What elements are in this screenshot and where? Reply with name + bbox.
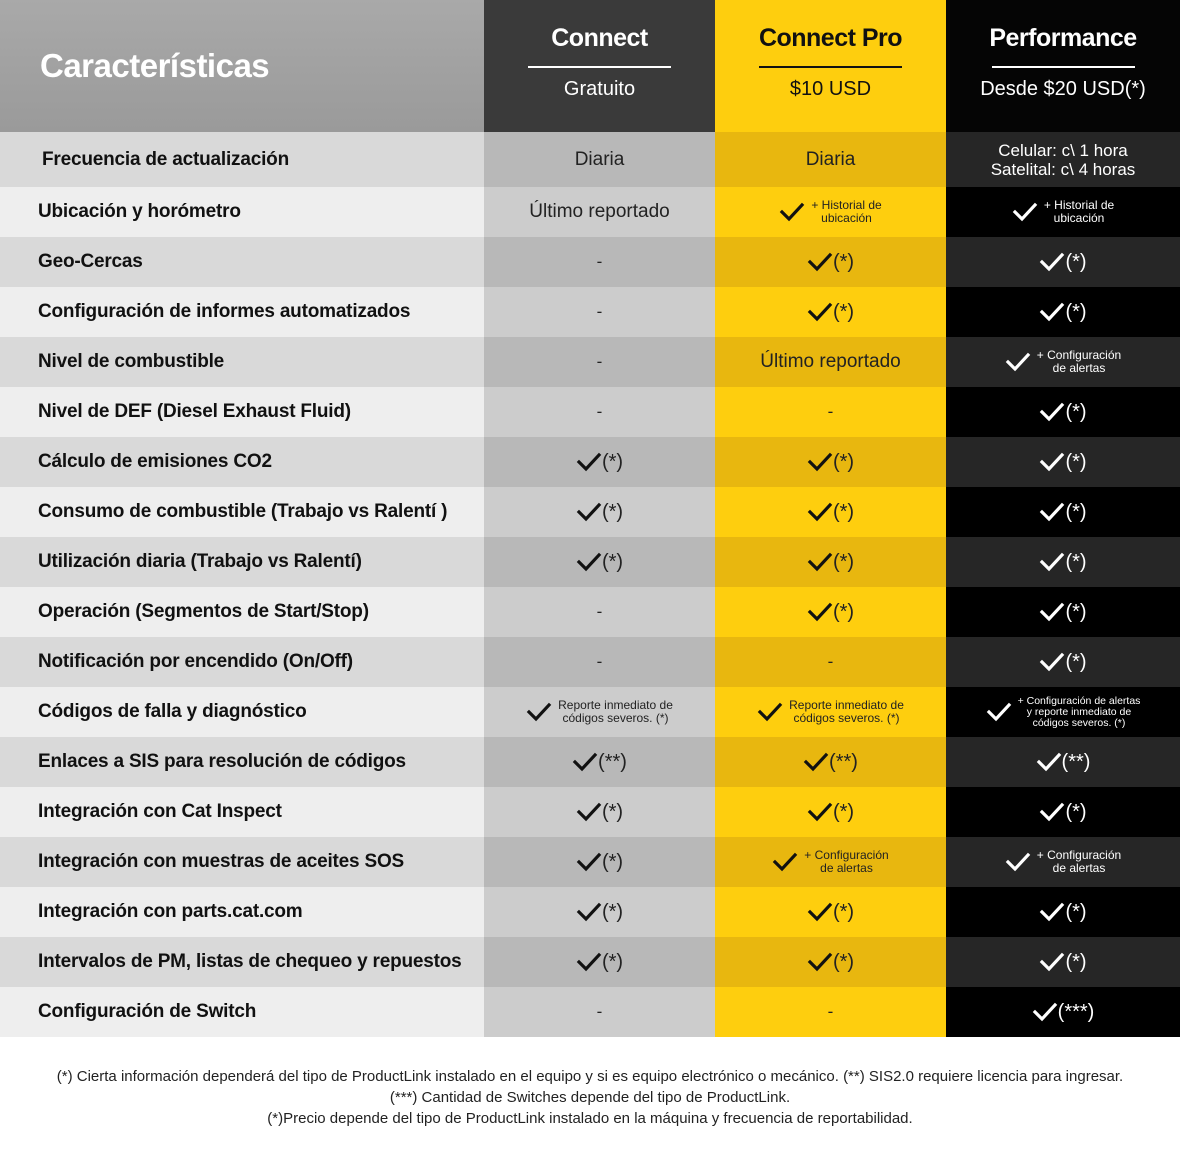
check-note — [811, 199, 881, 225]
check-suffix: (*) — [1065, 600, 1087, 623]
check-icon — [526, 701, 552, 723]
table-cell — [484, 437, 715, 487]
check-suffix: (*) — [1065, 250, 1087, 273]
check-icon — [576, 551, 602, 573]
check-note — [1044, 199, 1114, 225]
check-suffix: (*) — [1065, 650, 1087, 673]
cell-value-multiline — [991, 141, 1136, 179]
cell-value: Diaria — [574, 148, 625, 170]
table-cell — [484, 787, 715, 837]
check-icon — [576, 851, 602, 873]
check-icon — [1039, 951, 1065, 973]
note-line: Reporte inmediato de — [558, 698, 673, 712]
check-suffix: (*) — [832, 800, 855, 823]
cell-value: - — [596, 252, 603, 271]
plan-connect — [484, 0, 715, 132]
check-icon — [576, 501, 602, 523]
check-icon — [1005, 351, 1031, 373]
note-line: y reporte inmediato de — [1026, 705, 1132, 718]
table-row — [0, 637, 1180, 687]
check-icon — [986, 701, 1012, 723]
table-cell — [715, 387, 946, 437]
check-icon — [576, 951, 602, 973]
footnotes — [0, 1066, 1180, 1129]
note-line: ubicación — [821, 211, 872, 225]
plan-price: Gratuito — [563, 78, 636, 100]
table-cell — [946, 887, 1180, 937]
table-cell — [484, 887, 715, 937]
feature-label: Notificación por encendido (On/Off) — [0, 637, 484, 687]
check-note — [558, 699, 673, 725]
cell-value: - — [596, 602, 603, 621]
note-line: + Configuración — [1036, 348, 1122, 362]
table-cell — [484, 937, 715, 987]
table-cell — [484, 737, 715, 787]
check-suffix: (*) — [601, 500, 624, 523]
check-suffix: (*) — [832, 550, 855, 573]
check-suffix: (*) — [832, 950, 855, 973]
table-cell — [946, 387, 1180, 437]
check-suffix: (**) — [1061, 750, 1091, 773]
table-cell — [484, 487, 715, 537]
features-heading: Características — [0, 0, 484, 132]
table-row — [0, 237, 1180, 287]
table-cell — [484, 237, 715, 287]
check-suffix: (*) — [601, 900, 624, 923]
check-suffix: (*) — [1065, 950, 1087, 973]
note-line: Reporte inmediato de — [789, 698, 904, 712]
note-line: + Configuración de alertas — [1017, 694, 1141, 707]
table-cell — [715, 537, 946, 587]
table-cell — [715, 437, 946, 487]
table-cell — [715, 687, 946, 737]
plan-divider — [992, 66, 1135, 68]
table-cell — [484, 337, 715, 387]
check-note — [789, 699, 904, 725]
check-suffix: (*) — [1065, 300, 1087, 323]
check-icon — [576, 451, 602, 473]
feature-label: Geo-Cercas — [0, 237, 484, 287]
check-suffix: (**) — [829, 750, 858, 773]
check-icon — [779, 201, 805, 223]
feature-label: Integración con muestras de aceites SOS — [0, 837, 484, 887]
check-suffix: (*) — [601, 550, 624, 573]
check-suffix: (*) — [601, 850, 624, 873]
table-cell — [484, 287, 715, 337]
table-cell — [484, 987, 715, 1037]
note-line: códigos severos. (*) — [793, 711, 900, 725]
note-line: + Historial de — [811, 198, 882, 212]
check-suffix: (*) — [1065, 450, 1087, 473]
check-note — [804, 849, 888, 875]
table-cell — [484, 387, 715, 437]
table-cell — [946, 132, 1180, 187]
cell-value: Último reportado — [529, 201, 670, 222]
table-header — [0, 0, 1180, 132]
table-cell — [946, 787, 1180, 837]
table-cell — [946, 237, 1180, 287]
table-cell — [715, 287, 946, 337]
check-icon — [1012, 201, 1038, 223]
table-cell — [946, 437, 1180, 487]
check-icon — [1036, 751, 1062, 773]
check-icon — [1039, 801, 1065, 823]
check-icon — [807, 251, 833, 273]
plan-name: Connect — [551, 24, 648, 52]
note-line: de alertas — [1052, 861, 1106, 875]
check-icon — [1039, 601, 1065, 623]
check-icon — [1032, 1001, 1058, 1023]
feature-label: Códigos de falla y diagnóstico — [0, 687, 484, 737]
cell-value: - — [596, 652, 603, 671]
cell-value: - — [827, 1002, 834, 1021]
table-row — [0, 337, 1180, 387]
check-icon — [576, 901, 602, 923]
table-row — [0, 387, 1180, 437]
plan-name: Performance — [989, 24, 1137, 52]
check-suffix: (***) — [1057, 1000, 1095, 1023]
feature-label: Consumo de combustible (Trabajo vs Ralentí ) — [0, 487, 484, 537]
feature-label: Nivel de DEF (Diesel Exhaust Fluid) — [0, 387, 484, 437]
table-cell — [946, 637, 1180, 687]
check-icon — [1039, 251, 1065, 273]
table-row — [0, 687, 1180, 737]
table-row — [0, 132, 1180, 187]
check-icon — [807, 951, 833, 973]
check-suffix: (*) — [1065, 400, 1087, 423]
footnote: (*)Precio depende del tipo de ProductLink instalado en la máquina y frecuencia de reportabilidad. — [267, 1110, 913, 1127]
table-row — [0, 837, 1180, 887]
cell-value: - — [596, 302, 603, 321]
table-row — [0, 787, 1180, 837]
table-cell — [715, 987, 946, 1037]
cell-value: - — [596, 1002, 603, 1021]
table-row — [0, 187, 1180, 237]
table-cell — [484, 837, 715, 887]
feature-label: Configuración de informes automatizados — [0, 287, 484, 337]
table-cell — [946, 987, 1180, 1037]
check-icon — [803, 751, 829, 773]
table-row — [0, 287, 1180, 337]
check-icon — [807, 901, 833, 923]
table-body — [0, 132, 1180, 1037]
check-suffix: (*) — [601, 800, 624, 823]
table-cell — [946, 187, 1180, 237]
table-cell — [715, 487, 946, 537]
table-cell — [946, 687, 1180, 737]
table-cell — [715, 637, 946, 687]
feature-label: Cálculo de emisiones CO2 — [0, 437, 484, 487]
feature-label: Utilización diaria (Trabajo vs Ralentí) — [0, 537, 484, 587]
table-row — [0, 487, 1180, 537]
feature-label: Intervalos de PM, listas de chequeo y repuestos — [0, 937, 484, 987]
table-row — [0, 887, 1180, 937]
note-line: de alertas — [820, 861, 873, 875]
check-icon — [772, 851, 798, 873]
table-cell — [715, 737, 946, 787]
table-cell — [484, 587, 715, 637]
cell-value: - — [827, 402, 834, 421]
table-cell — [715, 132, 946, 187]
table-cell — [715, 337, 946, 387]
table-cell — [715, 887, 946, 937]
note-line: códigos severos. (*) — [1032, 716, 1126, 729]
check-icon — [1039, 451, 1065, 473]
plan-performance — [946, 0, 1180, 132]
check-icon — [807, 551, 833, 573]
cell-line: Satelital: c\ 4 horas — [990, 159, 1136, 179]
footnote: (***) Cantidad de Switches depende del tipo de ProductLink. — [389, 1089, 791, 1106]
cell-value: Diaria — [805, 148, 856, 170]
table-cell — [715, 237, 946, 287]
check-icon — [807, 451, 833, 473]
check-suffix: (*) — [832, 450, 855, 473]
table-cell — [946, 587, 1180, 637]
feature-label: Configuración de Switch — [0, 987, 484, 1037]
check-icon — [572, 751, 598, 773]
table-row — [0, 537, 1180, 587]
check-suffix: (*) — [1065, 550, 1087, 573]
cell-value: - — [596, 402, 603, 421]
note-line: + Configuración — [1036, 848, 1122, 862]
feature-label: Enlaces a SIS para resolución de códigos — [0, 737, 484, 787]
table-cell — [715, 587, 946, 637]
footnote: (*) Cierta información dependerá del tipo de ProductLink instalado en el equipo y si es equipo electrónico o mecánico. (**) SIS2.0 requiere licencia para ingresar. — [56, 1068, 1124, 1085]
feature-label: Operación (Segmentos de Start/Stop) — [0, 587, 484, 637]
note-line: + Configuración — [804, 848, 889, 862]
plan-connect-pro — [715, 0, 946, 132]
cell-value: - — [596, 352, 603, 371]
check-icon — [807, 601, 833, 623]
plan-price: Desde $20 USD(*) — [980, 78, 1146, 100]
table-cell — [484, 132, 715, 187]
table-cell — [484, 187, 715, 237]
check-icon — [1039, 401, 1065, 423]
table-row — [0, 737, 1180, 787]
check-icon — [1005, 851, 1031, 873]
table-cell — [946, 937, 1180, 987]
check-icon — [1039, 551, 1065, 573]
plan-divider — [528, 66, 671, 68]
feature-label: Integración con Cat Inspect — [0, 787, 484, 837]
check-suffix: (*) — [601, 450, 624, 473]
check-suffix: (*) — [832, 900, 855, 923]
check-icon — [1039, 501, 1065, 523]
check-icon — [1039, 651, 1065, 673]
check-suffix: (*) — [1065, 800, 1087, 823]
check-suffix: (*) — [601, 950, 624, 973]
check-icon — [757, 701, 783, 723]
table-cell — [946, 487, 1180, 537]
check-icon — [807, 301, 833, 323]
table-cell — [715, 187, 946, 237]
check-note — [1018, 696, 1141, 729]
table-cell — [946, 337, 1180, 387]
check-icon — [576, 801, 602, 823]
check-note — [1037, 349, 1121, 375]
note-line: de alertas — [1052, 361, 1106, 375]
table-cell — [715, 837, 946, 887]
check-suffix: (*) — [832, 300, 855, 323]
check-note — [1037, 849, 1121, 875]
note-line: + Historial de — [1043, 198, 1115, 212]
check-icon — [807, 501, 833, 523]
table-cell — [715, 937, 946, 987]
table-cell — [484, 637, 715, 687]
table-cell — [484, 687, 715, 737]
table-cell — [946, 737, 1180, 787]
check-icon — [1039, 901, 1065, 923]
check-icon — [1039, 301, 1065, 323]
plan-name: Connect Pro — [758, 24, 903, 52]
table-row — [0, 987, 1180, 1037]
feature-label: Nivel de combustible — [0, 337, 484, 387]
table-cell — [715, 787, 946, 837]
note-line: ubicación — [1053, 211, 1105, 225]
check-suffix: (*) — [1065, 900, 1087, 923]
note-line: códigos severos. (*) — [562, 711, 669, 725]
feature-label: Integración con parts.cat.com — [0, 887, 484, 937]
check-suffix: (**) — [598, 750, 627, 773]
table-row — [0, 937, 1180, 987]
feature-label: Ubicación y horómetro — [0, 187, 484, 237]
table-cell — [946, 287, 1180, 337]
table-row — [0, 587, 1180, 637]
cell-value: - — [827, 652, 834, 671]
table-row — [0, 437, 1180, 487]
check-suffix: (*) — [832, 250, 855, 273]
feature-label: Frecuencia de actualización — [0, 132, 484, 187]
cell-value: Último reportado — [760, 351, 901, 372]
table-cell — [946, 837, 1180, 887]
check-suffix: (*) — [1065, 500, 1087, 523]
check-icon — [807, 801, 833, 823]
plan-price: $10 USD — [789, 78, 872, 100]
plan-divider — [759, 66, 902, 68]
check-suffix: (*) — [832, 600, 855, 623]
table-cell — [484, 537, 715, 587]
table-cell — [946, 537, 1180, 587]
check-suffix: (*) — [832, 500, 855, 523]
cell-line: Celular: c\ 1 hora — [998, 140, 1128, 160]
